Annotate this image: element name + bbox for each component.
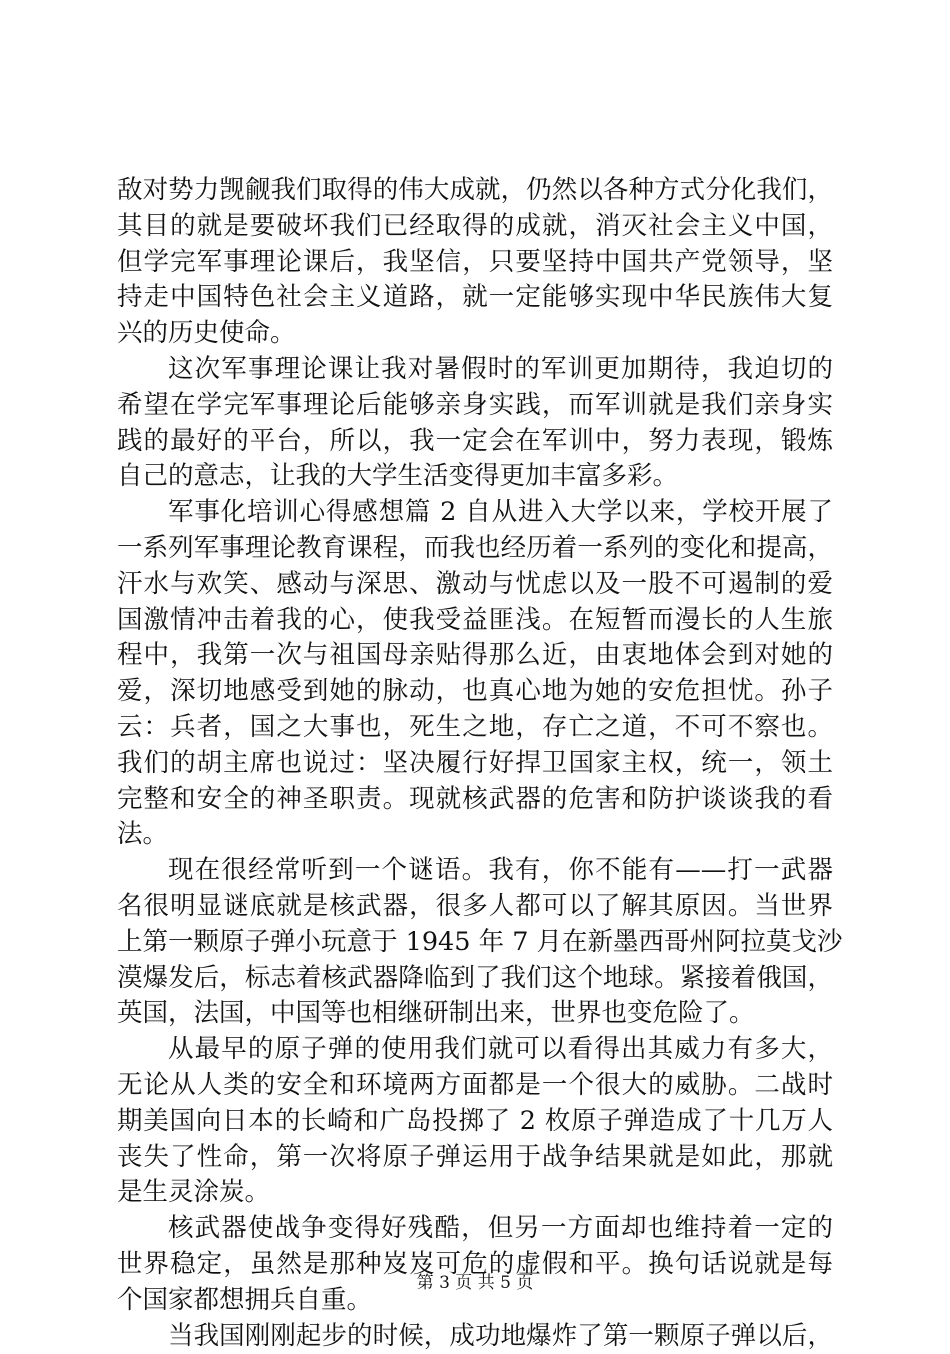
text-line: 其目的就是要破坏我们已经取得的成就，消灭社会主义中国， <box>117 209 833 245</box>
text-line: 名很明显谜底就是核武器，很多人都可以了解其原因。当世界 <box>117 889 833 925</box>
text-line: 漠爆发后，标志着核武器降临到了我们这个地球。紧接着俄国， <box>117 961 833 997</box>
text-line: 现在很经常听到一个谜语。我有，你不能有——打一武器 <box>117 853 833 889</box>
text-line: 希望在学完军事理论后能够亲身实践，而军训就是我们亲身实 <box>117 388 833 424</box>
text-line: 我们的胡主席也说过：坚决履行好捍卫国家主权，统一，领土 <box>117 746 833 782</box>
text-line: 程中，我第一次与祖国母亲贴得那么近，由衷地体会到对她的 <box>117 638 833 674</box>
text-line: 无论从人类的安全和环境两方面都是一个很大的威胁。二战时 <box>117 1068 833 1104</box>
text-line: 丧失了性命，第一次将原子弹运用于战争结果就是如此，那就 <box>117 1140 833 1176</box>
text-line: 一系列军事理论教育课程，而我也经历着一系列的变化和提高， <box>117 531 833 567</box>
page-footer: 第 3 页 共 5 页 <box>0 1268 950 1293</box>
text-line: 践的最好的平台，所以，我一定会在军训中，努力表现，锻炼 <box>117 424 833 460</box>
text-line: 当我国刚刚起步的时候，成功地爆炸了第一颗原子弹以后， <box>117 1319 833 1354</box>
text-line: 自己的意志，让我的大学生活变得更加丰富多彩。 <box>117 459 833 495</box>
text-line: 汗水与欢笑、感动与深思、激动与忧虑以及一股不可遏制的爱 <box>117 567 833 603</box>
text-line: 核武器使战争变得好残酷，但另一方面却也维持着一定的 <box>117 1211 833 1247</box>
text-line: 军事化培训心得感想篇 2 自从进入大学以来，学校开展了 <box>117 495 833 531</box>
text-line: 这次军事理论课让我对暑假时的军训更加期待，我迫切的 <box>117 352 833 388</box>
text-line: 兴的历史使命。 <box>117 316 833 352</box>
text-line: 但学完军事理论课后，我坚信，只要坚持中国共产党领导，坚 <box>117 245 833 281</box>
text-line: 国激情冲击着我的心，使我受益匪浅。在短暂而漫长的人生旅 <box>117 603 833 639</box>
text-line: 敌对势力觊觎我们取得的伟大成就，仍然以各种方式分化我们， <box>117 173 833 209</box>
text-line: 上第一颗原子弹小玩意于 1945 年 7 月在新墨西哥州阿拉莫戈沙 <box>117 925 833 961</box>
text-line: 从最早的原子弹的使用我们就可以看得出其威力有多大， <box>117 1032 833 1068</box>
text-line: 期美国向日本的长崎和广岛投掷了 2 枚原子弹造成了十几万人 <box>117 1104 833 1140</box>
text-line: 法。 <box>117 817 833 853</box>
text-line: 云：兵者，国之大事也，死生之地，存亡之道，不可不察也。 <box>117 710 833 746</box>
document-body <box>117 173 833 1354</box>
text-line: 世界稳定，虽然是那种岌岌可危的虚假和平。换句话说就是每 <box>117 1247 833 1283</box>
text-line: 是生灵涂炭。 <box>117 1175 833 1211</box>
text-line: 英国，法国，中国等也相继研制出来，世界也变危险了。 <box>117 996 833 1032</box>
text-line: 爱，深切地感受到她的脉动，也真心地为她的安危担忧。孙子 <box>117 674 833 710</box>
text-line: 完整和安全的神圣职责。现就核武器的危害和防护谈谈我的看 <box>117 782 833 818</box>
text-line: 持走中国特色社会主义道路，就一定能够实现中华民族伟大复 <box>117 280 833 316</box>
text-line: 个国家都想拥兵自重。 <box>117 1283 833 1319</box>
